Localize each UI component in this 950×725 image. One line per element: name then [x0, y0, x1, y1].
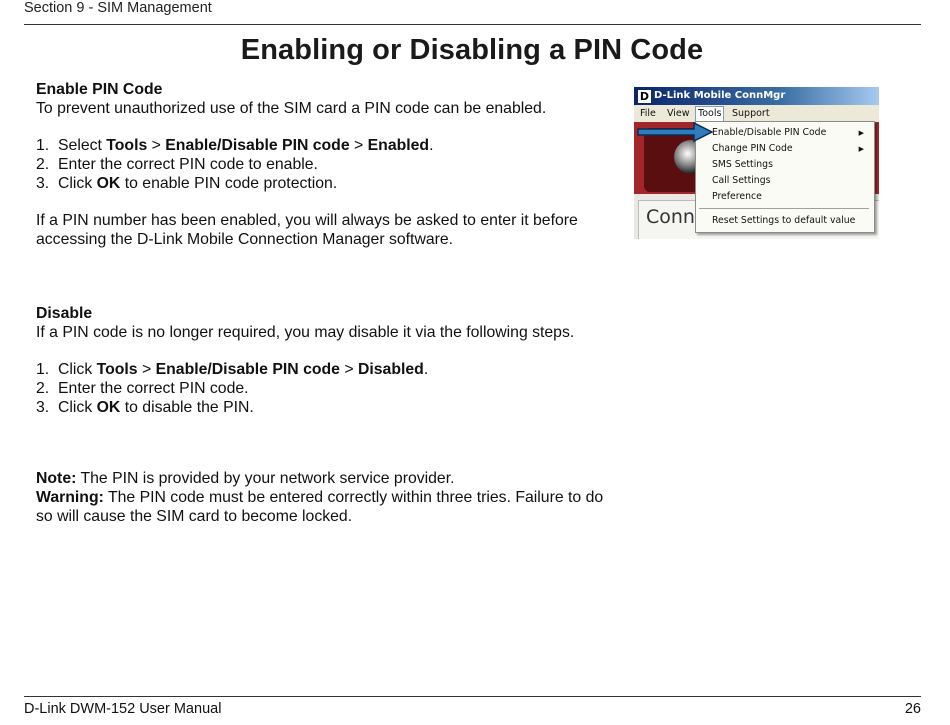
disable-step-3: 3. Click OK to disable the PIN. — [36, 399, 254, 416]
note-line: Note: The PIN is provided by your network service provider. — [36, 470, 455, 487]
section-label: Section 9 - SIM Management — [24, 0, 212, 16]
footer-divider — [24, 696, 921, 697]
menu-item-enable-disable-pin[interactable]: Enable/Disable PIN Code ▶ — [712, 125, 870, 141]
disable-step-2: 2. Enter the correct PIN code. — [36, 380, 249, 397]
menu-file[interactable]: File — [640, 108, 656, 119]
menu-separator — [699, 208, 869, 209]
page-title: Enabling or Disabling a PIN Code — [240, 34, 704, 66]
window-title: D-Link Mobile ConnMgr — [654, 90, 786, 101]
window-title-bar — [634, 87, 879, 105]
menu-item-reset-settings[interactable]: Reset Settings to default value — [712, 215, 856, 226]
pointer-arrow-icon — [636, 120, 714, 144]
footer-manual-name: D-Link DWM-152 User Manual — [24, 701, 222, 717]
enable-heading: Enable PIN Code — [36, 81, 163, 98]
enable-step-2: 2. Enter the correct PIN code to enable. — [36, 156, 318, 173]
menu-item-sms-settings[interactable]: SMS Settings — [712, 159, 773, 170]
enable-note: If a PIN number has been enabled, you will always be asked to enter it before accessing the D-Link Mobile Connection Manager software. — [36, 212, 578, 248]
submenu-arrow-icon: ▶ — [858, 145, 864, 153]
header-divider — [24, 24, 921, 25]
tools-dropdown-menu — [695, 121, 875, 233]
menu-tools[interactable]: Tools — [695, 106, 724, 122]
enable-step-3: 3. Click OK to enable PIN code protection. — [36, 175, 338, 192]
menu-support[interactable]: Support — [732, 108, 770, 119]
menu-item-call-settings[interactable]: Call Settings — [712, 175, 771, 186]
menu-item-change-pin[interactable]: Change PIN Code ▶ — [712, 141, 870, 157]
disable-heading: Disable — [36, 305, 93, 322]
submenu-arrow-icon: ▶ — [858, 129, 864, 137]
main-content — [36, 80, 608, 526]
warning-line: Warning: The PIN code must be entered correctly within three tries. Failure to do so will cause the SIM card to become locked. — [36, 489, 604, 525]
connect-label: Conn — [646, 206, 695, 228]
menu-item-preference[interactable]: Preference — [712, 191, 762, 202]
menu-view[interactable]: View — [667, 108, 690, 119]
enable-intro: To prevent unauthorized use of the SIM card a PIN code can be enabled. — [36, 100, 547, 117]
disable-intro: If a PIN code is no longer required, you may disable it via the following steps. — [36, 324, 575, 341]
dlink-logo-icon: D — [639, 90, 650, 103]
enable-step-1: 1. Select Tools > Enable/Disable PIN code > Enabled. — [36, 137, 434, 154]
page-number: 26 — [904, 701, 921, 717]
disable-step-1: 1. Click Tools > Enable/Disable PIN code > Disabled. — [36, 361, 429, 378]
